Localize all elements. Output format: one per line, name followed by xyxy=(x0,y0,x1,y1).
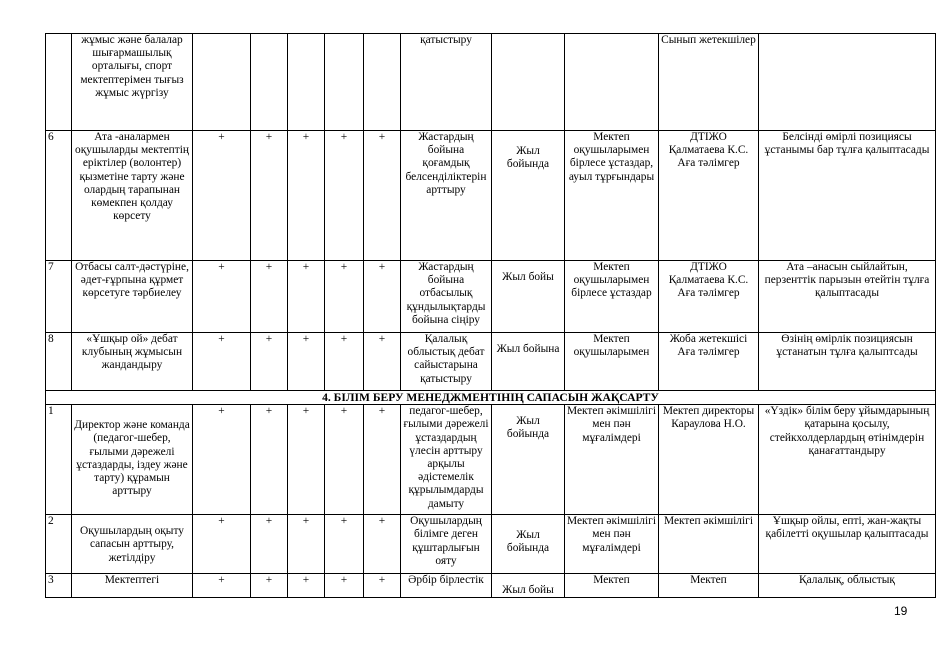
activity-cell: «Ұшқыр ой» дебат клубының жұмысын жандандыру xyxy=(72,333,193,391)
activity-plan-table xyxy=(45,33,936,598)
mark-cell: + xyxy=(193,131,251,261)
activity-cell: Ата -аналармен оқушыларды мектептің еріктілер (волонтер) қызметіне тарту және олардың тарапынан көмекпен қолдау көрсету xyxy=(72,131,193,261)
term-cell: Жыл бойында xyxy=(492,405,565,515)
form-cell: Әрбір бірлестік xyxy=(401,574,492,598)
table-row xyxy=(46,34,936,131)
mark-cell: + xyxy=(325,333,364,391)
participants-cell: Мектеп әкімшілігі мен пән мұғалімдері xyxy=(565,405,659,515)
activity-cell: жұмыс және балалар шығармашылық орталығы, спорт мектептерімен тығыз жұмыс жүргізу xyxy=(72,34,193,131)
mark-cell xyxy=(251,34,288,131)
responsible-cell: Сынып жетекшілер xyxy=(659,34,759,131)
mark-cell: + xyxy=(325,131,364,261)
mark-cell: + xyxy=(288,574,325,598)
form-cell: Жастардың бойына отбасылық құндылықтарды бойына сіңіру xyxy=(401,261,492,333)
result-cell: Ұшқыр ойлы, епті, жан-жақты қабілетті оқушылар қалыптасады xyxy=(759,515,936,574)
mark-cell xyxy=(325,34,364,131)
mark-cell: + xyxy=(288,515,325,574)
section-title: 4. БІЛІМ БЕРУ МЕНЕДЖМЕНТІНІҢ САПАСЫН ЖАҚСАРТУ xyxy=(46,391,936,405)
mark-cell: + xyxy=(251,405,288,515)
mark-cell: + xyxy=(364,405,401,515)
responsible-cell: Мектеп директоры Караулова Н.О. xyxy=(659,405,759,515)
mark-cell: + xyxy=(364,131,401,261)
form-cell: Жастардың бойына қоғамдық белсенділіктерін арттыру xyxy=(401,131,492,261)
form-cell: қатыстыру xyxy=(401,34,492,131)
mark-cell: + xyxy=(193,261,251,333)
term-cell: Жыл бойы xyxy=(492,574,565,598)
table-row xyxy=(46,261,936,333)
participants-cell: Мектеп әкімшілігі мен пән мұғалімдері xyxy=(565,515,659,574)
row-number: 8 xyxy=(46,333,72,391)
participants-cell: Мектеп оқушыларымен бірлесе ұстаздар xyxy=(565,261,659,333)
table-row xyxy=(46,131,936,261)
row-number: 1 xyxy=(46,405,72,515)
responsible-cell: Мектеп xyxy=(659,574,759,598)
activity-cell: Отбасы салт-дәстүріне, әдет-ғұрпына құрмет көрсетуге тәрбиелеу xyxy=(72,261,193,333)
mark-cell: + xyxy=(325,405,364,515)
table-body-top xyxy=(46,34,936,391)
page-number: 19 xyxy=(894,604,908,618)
activity-cell: Директор және команда (педагог-шебер, ғылыми дәрежелі ұстаздарды, іздеу және тарту) құрамын арттыру xyxy=(72,405,193,515)
table-row xyxy=(46,515,936,574)
mark-cell: + xyxy=(251,574,288,598)
form-cell: Қалалық облыстық дебат сайыстарына қатыстыру xyxy=(401,333,492,391)
table-row xyxy=(46,333,936,391)
mark-cell: + xyxy=(288,261,325,333)
activity-cell: Мектептегі xyxy=(72,574,193,598)
participants-cell: Мектеп xyxy=(565,574,659,598)
participants-cell: Мектеп оқушыларымен бірлесе ұстаздар, ауыл тұрғындары xyxy=(565,131,659,261)
mark-cell xyxy=(288,34,325,131)
mark-cell: + xyxy=(288,131,325,261)
term-cell: Жыл бойы xyxy=(492,261,565,333)
mark-cell: + xyxy=(193,405,251,515)
mark-cell: + xyxy=(364,333,401,391)
mark-cell: + xyxy=(325,515,364,574)
responsible-cell: ДТІЖО Қалматаева К.С. Аға тәлімгер xyxy=(659,131,759,261)
mark-cell: + xyxy=(193,574,251,598)
participants-cell: Мектеп оқушыларымен xyxy=(565,333,659,391)
result-cell xyxy=(759,34,936,131)
mark-cell: + xyxy=(288,405,325,515)
row-number xyxy=(46,34,72,131)
responsible-cell: Мектеп әкімшілігі xyxy=(659,515,759,574)
mark-cell: + xyxy=(193,333,251,391)
mark-cell: + xyxy=(364,574,401,598)
responsible-cell: Жоба жетекшісі Аға тәлімгер xyxy=(659,333,759,391)
form-cell: педагог-шебер, ғылыми дәрежелі ұстаздардың үлесін арттыру арқылы әдістемелік құрылымдарды дамыту xyxy=(401,405,492,515)
mark-cell: + xyxy=(364,515,401,574)
mark-cell: + xyxy=(251,333,288,391)
result-cell: «Үздік» білім беру ұйымдарының қатарына қосылу, стейкхолдерлардың өтінімдерін қанағаттандыру xyxy=(759,405,936,515)
mark-cell: + xyxy=(364,261,401,333)
term-cell xyxy=(492,34,565,131)
mark-cell: + xyxy=(325,574,364,598)
row-number: 7 xyxy=(46,261,72,333)
table-body-bottom xyxy=(46,405,936,598)
result-cell: Ата –анасын сыйлайтын, перзенттік парызын өтейтін тұлға қалыптасады xyxy=(759,261,936,333)
participants-cell xyxy=(565,34,659,131)
result-cell: Қалалық, облыстық xyxy=(759,574,936,598)
mark-cell: + xyxy=(251,131,288,261)
section-header-row xyxy=(46,391,936,405)
term-cell: Жыл бойында xyxy=(492,131,565,261)
term-cell: Жыл бойында xyxy=(492,515,565,574)
responsible-cell: ДТІЖО Қалматаева К.С. Аға тәлімгер xyxy=(659,261,759,333)
mark-cell: + xyxy=(288,333,325,391)
mark-cell: + xyxy=(251,515,288,574)
mark-cell: + xyxy=(325,261,364,333)
activity-cell: Оқушылардың оқыту сапасын арттыру, жетілдіру xyxy=(72,515,193,574)
table-row xyxy=(46,574,936,598)
mark-cell xyxy=(364,34,401,131)
row-number: 3 xyxy=(46,574,72,598)
term-cell: Жыл бойына xyxy=(492,333,565,391)
table-row xyxy=(46,405,936,515)
result-cell: Өзінің өмірлік позициясын ұстанатын тұлға қалыптсады xyxy=(759,333,936,391)
mark-cell xyxy=(193,34,251,131)
form-cell: Оқушылардың білімге деген құштарлығын ояту xyxy=(401,515,492,574)
row-number: 6 xyxy=(46,131,72,261)
mark-cell: + xyxy=(251,261,288,333)
mark-cell: + xyxy=(193,515,251,574)
row-number: 2 xyxy=(46,515,72,574)
result-cell: Белсінді өмірлі позициясы ұстанымы бар тұлға қалыптасады xyxy=(759,131,936,261)
